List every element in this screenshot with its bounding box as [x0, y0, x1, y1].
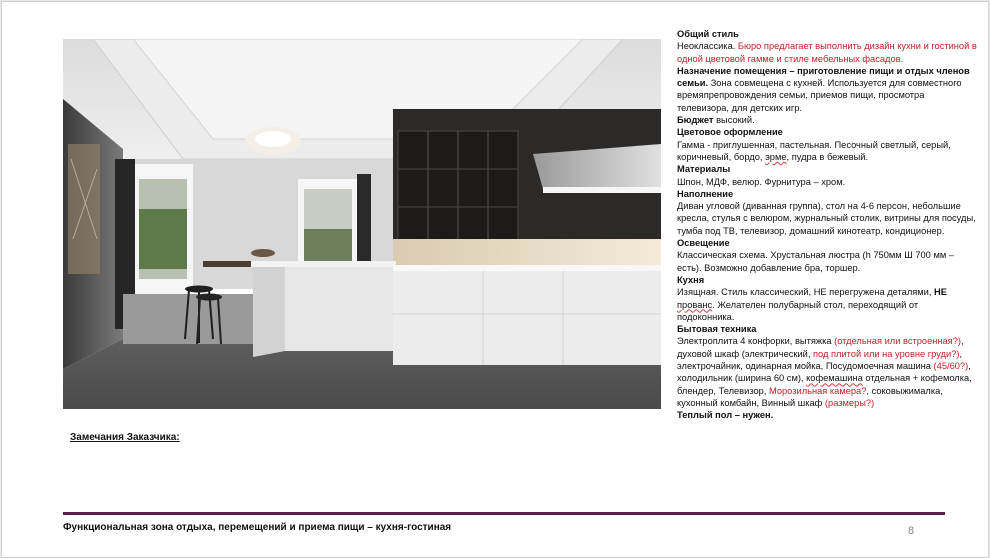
appl-r2: под плитой или на уровне груди?) — [813, 348, 960, 359]
color-squiggle: эрме — [765, 151, 787, 162]
appl-t4: , холодильник (ширина 60 см), — [677, 361, 971, 384]
color-title: Цветовое оформление — [677, 127, 783, 138]
kitchen-illustration — [63, 39, 661, 409]
customer-remarks-label: Замечания Заказчика: — [70, 432, 180, 443]
section-appliances — [677, 323, 977, 409]
appl-t2: , духовой шкаф (электрический, — [677, 336, 964, 359]
purpose-title: Назначение помещения – приготовление пищи и отдых членов семьи. — [677, 65, 970, 89]
section-floor — [677, 409, 977, 421]
section-filling — [677, 188, 977, 237]
kitchen-bold-ne: НЕ — [934, 287, 947, 298]
section-materials — [677, 163, 977, 188]
filling-title: Наполнение — [677, 188, 734, 199]
section-purpose — [677, 65, 977, 114]
appliances-title: Бытовая техника — [677, 324, 757, 335]
filling-text: Диван угловой (диванная группа), стол на 4-6 персон, небольшие кресла, стулья с велюром, журнальный столик, витрины для посуды, тумба под ТВ, телевизор, домашний кинотеатр, кондиционер. — [677, 201, 976, 236]
style-note: Бюро предлагает выполнить дизайн кухни и гостиной в одной цветовой гамме и стиле мебельных фасадов. — [677, 41, 977, 64]
kitchen-squiggle: прованс — [677, 299, 713, 310]
materials-title: Материалы — [677, 164, 731, 175]
appl-t5: отдельная + кофемолка, блендер, Телевизор, — [677, 373, 972, 396]
section-style — [677, 28, 977, 65]
appl-r3: (45/60?) — [933, 361, 969, 372]
section-kitchen — [677, 274, 977, 323]
appl-r1: (отдельная или встроенная?) — [834, 336, 961, 347]
section-budget — [677, 114, 977, 126]
brief-text-column — [677, 28, 977, 422]
interior-photo — [63, 39, 661, 409]
footer-divider — [63, 512, 945, 515]
appl-t6: , соковыжималка, кухонный комбайн, Винный шкаф — [677, 385, 943, 408]
kitchen-text-b: . Желателен полубарный стол, переходящий от подоконника. — [677, 299, 919, 322]
appl-t1: Электроплита 4 конфорки, вытяжка — [677, 336, 835, 347]
section-color — [677, 126, 977, 163]
lighting-text: Классическая схема. Хрустальная люстра (h 750мм Ш 700 мм – есть). Возможно добавление бра, торшер. — [677, 250, 954, 273]
appl-sq1: кофемашина — [806, 373, 863, 384]
budget-text: высокий. — [713, 115, 755, 126]
color-text-a: Гамма - приглушенная, пастельная. Песочный светлый, серый, коричневый, бордо, — [677, 139, 951, 162]
kitchen-text-a: Изящная. Стиль классический, НЕ перегружена деталями, — [677, 287, 935, 298]
section-lighting — [677, 237, 977, 274]
budget-title: Бюджет — [677, 115, 714, 126]
appl-t3: , электрочайник, одинарная мойка, Посудомоечная машина — [677, 348, 963, 372]
materials-text: Шпон, МДФ, велюр. Фурнитура – хром. — [677, 176, 846, 187]
style-title: Общий стиль — [677, 29, 739, 39]
page-number: 8 — [908, 525, 915, 537]
appl-r4: Морозильная камера? — [768, 385, 867, 396]
floor-title: Теплый пол – нужен. — [677, 410, 774, 421]
kitchen-title: Кухня — [677, 274, 705, 285]
style-text: Неоклассика. — [677, 41, 738, 52]
purpose-text: Зона совмещена с кухней. Используется для совместного времяпрепровождения семьи, приемов пищи, просмотра телевизора, для детских игр. — [677, 78, 962, 113]
slide — [1, 1, 989, 558]
footer-title: Функциональная зона отдыха, перемещений и приема пищи – кухня-гостиная — [63, 522, 452, 533]
color-text-b: , пудра в бежевый. — [786, 151, 869, 162]
appl-r5: (размеры?) — [824, 397, 875, 408]
lighting-title: Освещение — [677, 238, 730, 249]
